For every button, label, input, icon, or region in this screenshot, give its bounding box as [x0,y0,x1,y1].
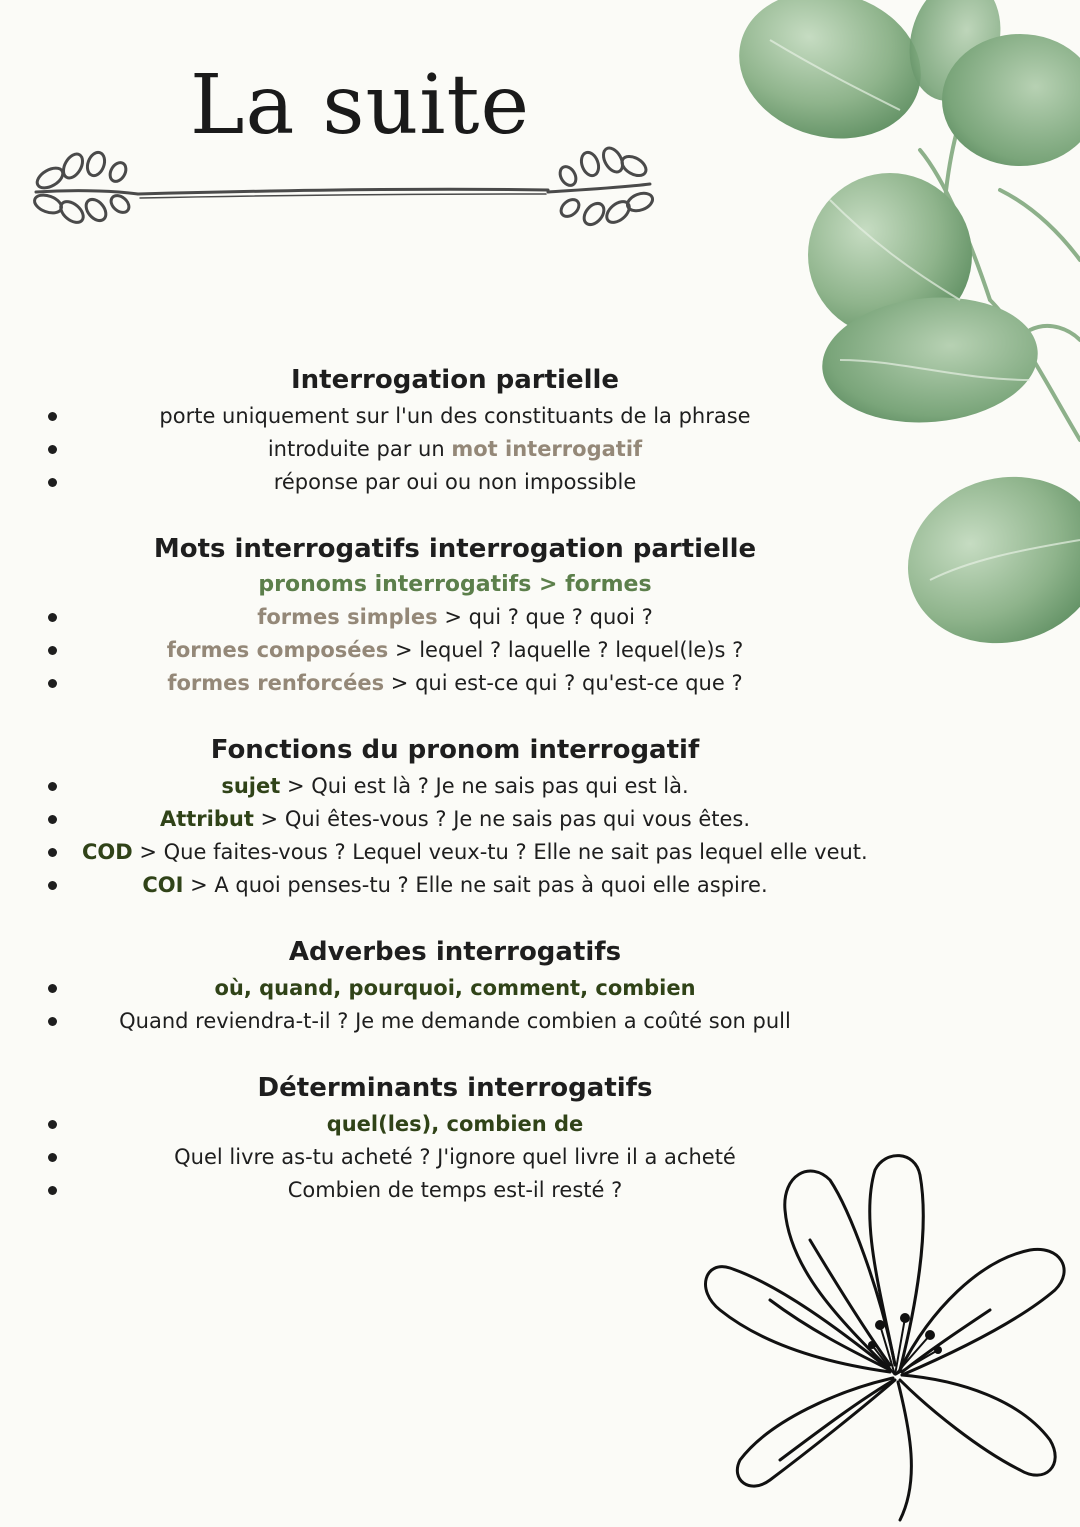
section-mots-interrogatifs [0,529,1080,700]
section-heading: Déterminants interrogatifs [257,1073,653,1103]
bullet-icon [48,445,57,454]
keyword: COD [82,840,133,864]
bullet-icon [48,984,57,993]
list-item: formes renforcées > qui est-ce qui ? qu'est-ce que ? [0,667,910,700]
keyword: formes renforcées [167,671,385,695]
keyword: mot interrogatif [451,437,643,461]
bullet-icon [48,613,57,622]
list-item: COD > Que faites-vous ? Lequel veux-tu ? Elle ne sait pas lequel elle veut. [0,836,982,869]
list-item: Quand reviendra-t-il ? Je me demande combien a coûté son pull [0,1005,910,1038]
list-item: introduite par un mot interrogatif [0,433,910,466]
bullet-icon [48,815,57,824]
page-title: La suite [190,58,531,153]
section-heading: Interrogation partielle [290,365,620,395]
bullet-icon [48,1186,57,1195]
section-subheading: pronoms interrogatifs > formes [258,572,652,597]
list-item: porte uniquement sur l'un des constituants de la phrase [0,400,910,433]
list-item [0,1108,910,1141]
bullet-icon [48,412,57,421]
bullet-icon [48,848,57,857]
laurel-ornament [28,138,658,238]
section-heading: Mots interrogatifs interrogation partielle [153,534,757,564]
keyword: COI [142,873,184,897]
section-fonctions-pronom [0,730,1080,902]
keyword: formes simples [257,605,438,629]
content [0,360,1080,1237]
bullet-icon [48,881,57,890]
keyword: où, quand, pourquoi, comment, combien [214,976,696,1000]
list-item: formes composées > lequel ? laquelle ? lequel(le)s ? [0,634,910,667]
keyword: sujet [221,774,281,798]
list-item: formes simples > qui ? que ? quoi ? [0,601,910,634]
bullet-icon [48,782,57,791]
section-adverbes [0,932,1080,1038]
bullet-icon [48,478,57,487]
section-determinants [0,1068,1080,1207]
list-item: Quel livre as-tu acheté ? J'ignore quel livre il a acheté [0,1141,910,1174]
section-heading: Adverbes interrogatifs [288,937,622,967]
bullet-icon [48,1153,57,1162]
list-item: réponse par oui ou non impossible [0,466,910,499]
list-item: COI > A quoi penses-tu ? Elle ne sait pas à quoi elle aspire. [0,869,910,902]
keyword: Attribut [159,807,254,831]
list-item [0,972,910,1005]
keyword: formes composées [166,638,389,662]
keyword: quel(les), combien de [326,1112,584,1136]
bullet-icon [48,1120,57,1129]
section-interrogation-partielle [0,360,1080,499]
list-item: Combien de temps est-il resté ? [0,1174,910,1207]
bullet-icon [48,1017,57,1026]
bullet-icon [48,679,57,688]
section-heading: Fonctions du pronom interrogatif [210,735,700,765]
list-item: sujet > Qui est là ? Je ne sais pas qui est là. [0,770,910,803]
list-item: Attribut > Qui êtes-vous ? Je ne sais pas qui vous êtes. [0,803,910,836]
bullet-icon [48,646,57,655]
